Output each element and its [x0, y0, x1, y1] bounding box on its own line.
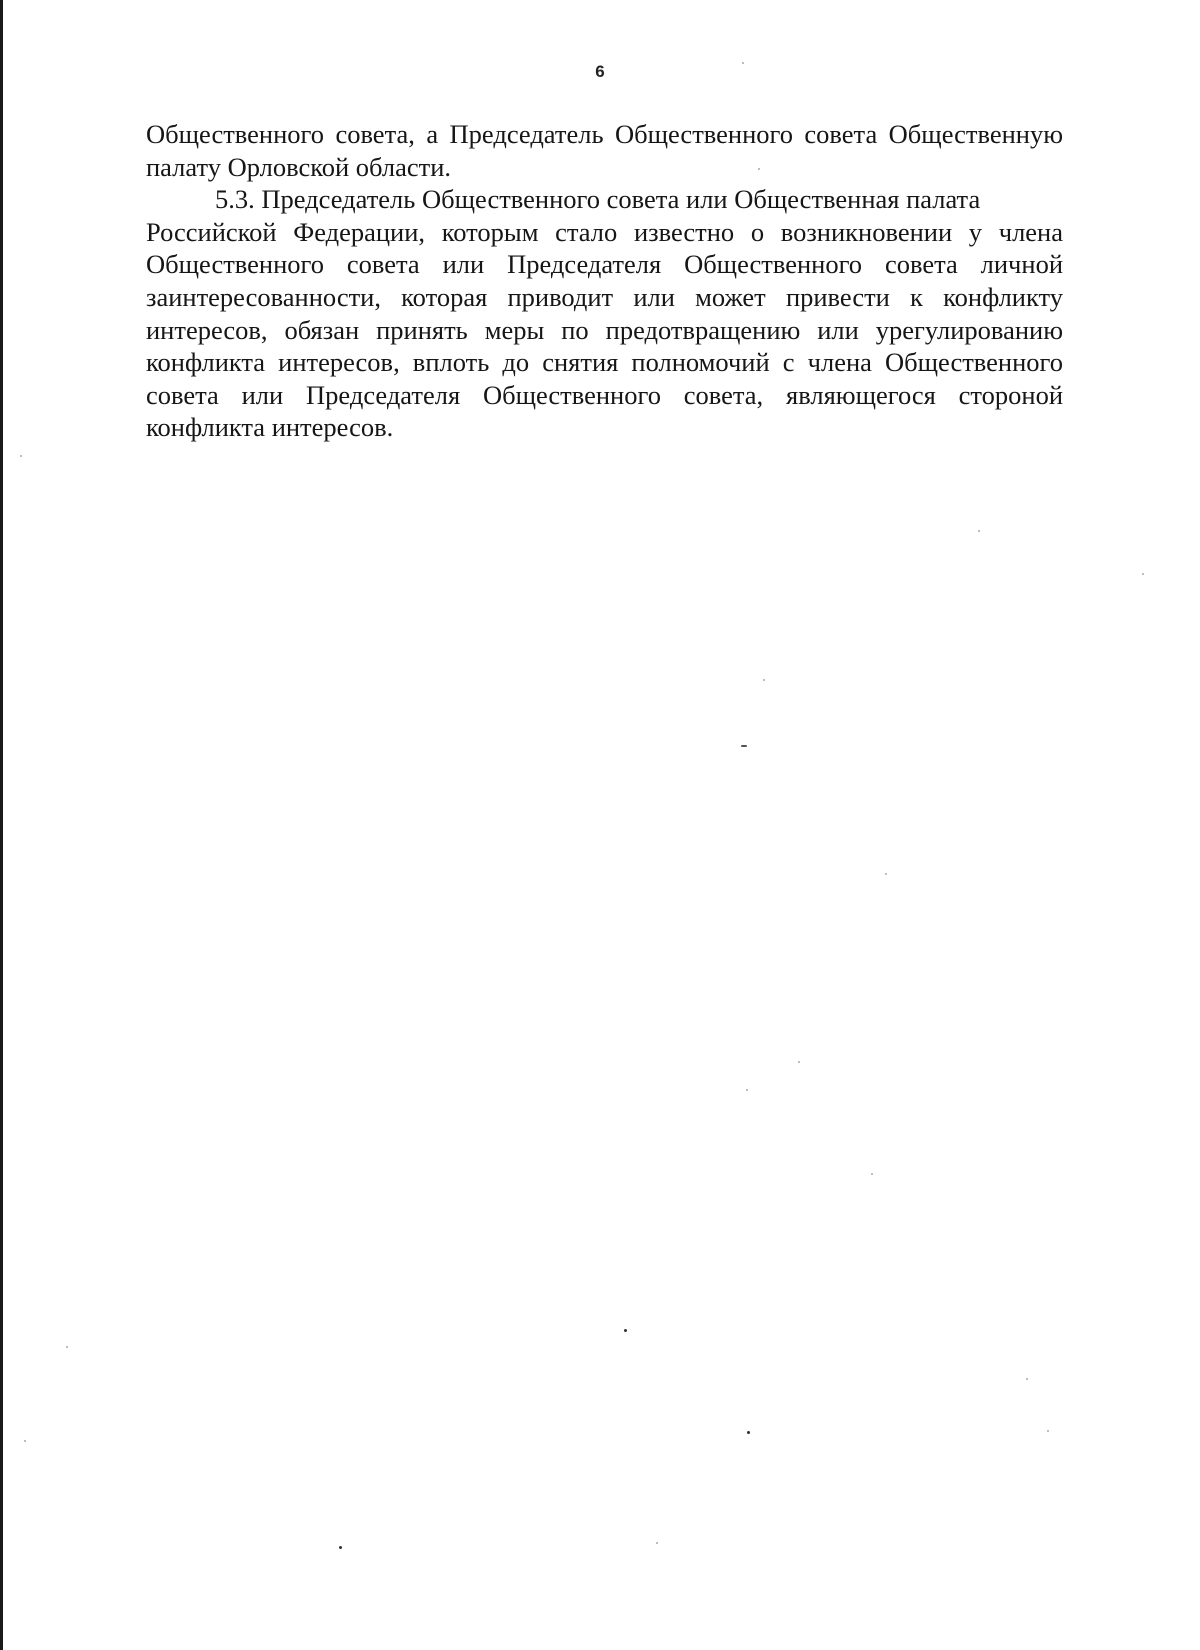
scan-speck	[746, 1089, 748, 1091]
text-line: палату Орловской области.	[146, 151, 452, 182]
text-line: совета или Председателя Общественного совета, являющегося стороной	[146, 379, 1063, 410]
text-line: Общественного совета или Председателя Общественного совета личной	[146, 249, 1063, 280]
text-line: конфликта интересов.	[146, 412, 394, 443]
scan-speck	[871, 1173, 873, 1175]
page-number: 6	[595, 62, 605, 81]
text-line: заинтересованности, которая приводит или может привести к конфликту	[146, 281, 1063, 312]
scan-speck	[741, 745, 747, 747]
text-line: интересов, обязан принять меры по предотвращению или урегулированию	[146, 314, 1063, 345]
scan-left-edge	[0, 0, 3, 1650]
text-line: 5.3. Председатель Общественного совета или Общественная палата	[215, 184, 981, 215]
scan-speck	[339, 1546, 342, 1549]
paragraph-continuation	[146, 118, 1063, 183]
scan-speck	[656, 1542, 658, 1544]
document-body	[146, 118, 1063, 444]
text-line: Российской Федерации, которым стало известно о возникновении у члена	[146, 216, 1063, 247]
scan-speck	[885, 873, 887, 875]
text-line: конфликта интересов, вплоть до снятия полномочий с члена Общественного	[146, 347, 1063, 378]
scan-speck	[798, 1061, 800, 1063]
scan-speck	[24, 1440, 26, 1442]
text-line: Общественного совета, а Председатель Общественного совета Общественную	[146, 119, 1063, 149]
scan-speck	[747, 1431, 750, 1434]
scan-speck	[763, 679, 765, 681]
scan-speck	[66, 1346, 68, 1348]
scan-speck	[624, 1329, 627, 1332]
scan-speck	[20, 455, 22, 457]
scan-speck	[758, 168, 760, 170]
scan-speck	[1142, 573, 1144, 575]
scan-speck	[742, 62, 744, 64]
scan-speck	[978, 530, 980, 532]
paragraph-clause-5-3	[146, 183, 1063, 444]
scan-speck	[1026, 1378, 1028, 1380]
scan-speck	[1047, 1430, 1049, 1432]
